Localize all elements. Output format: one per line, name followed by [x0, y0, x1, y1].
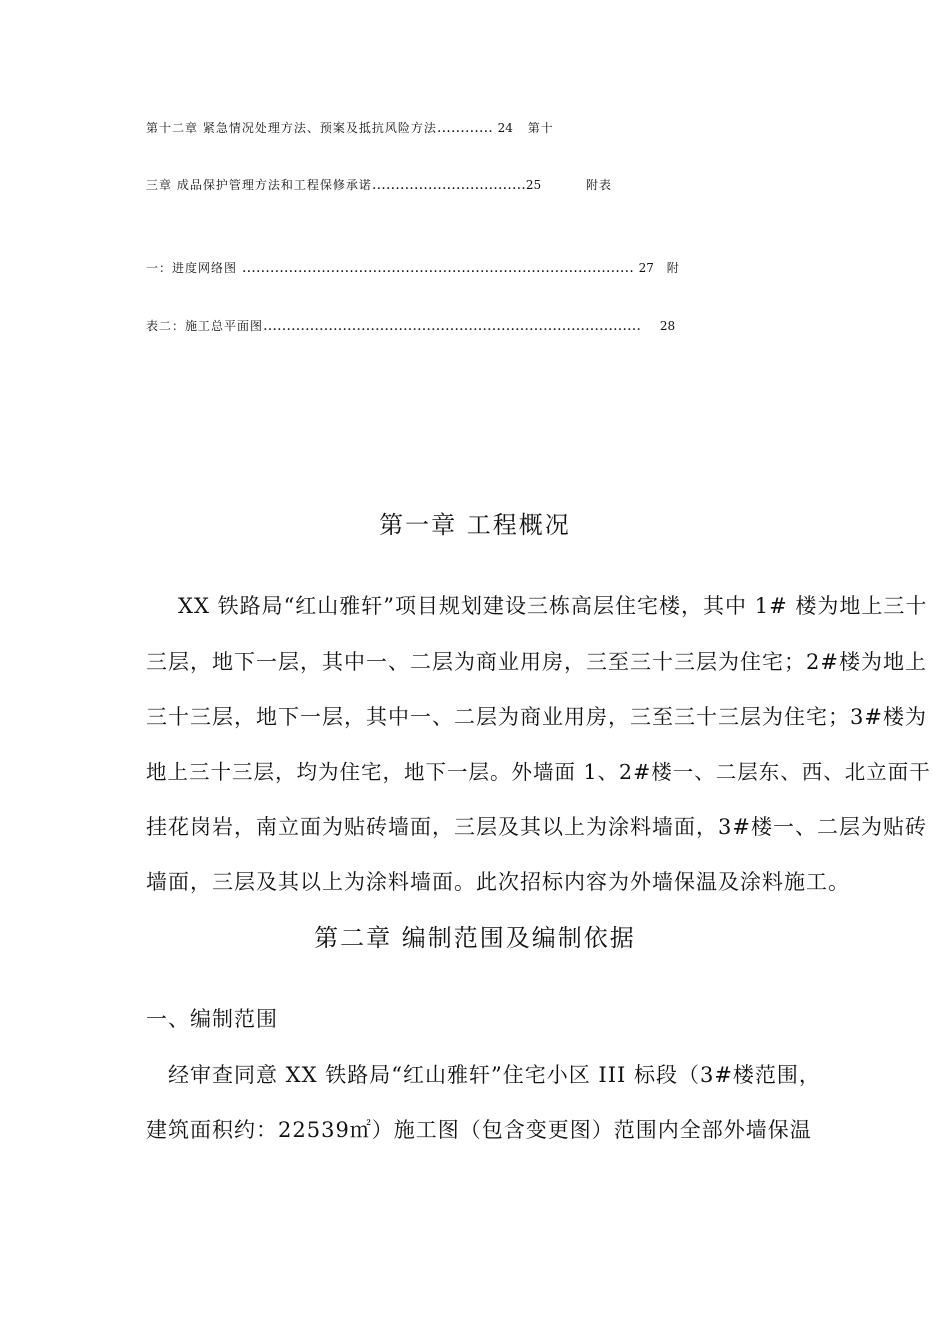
chapter-1-paragraph-line: 三层，地下一层，其中一、二层为商业用房，三至三十三层为住宅；2#楼为地上	[146, 650, 927, 674]
toc-leader-dots: …………………………………………………………………………	[241, 260, 634, 276]
toc-line-2	[146, 170, 946, 200]
toc-line-4	[146, 311, 946, 341]
section-paragraph-line: 建筑面积约：22539㎡）施工图（包含变更图）范围内全部外墙保温	[146, 1118, 812, 1142]
toc-leader-dots: ……………………………	[371, 177, 526, 193]
toc-line-3	[146, 253, 946, 283]
chapter-1-title: 第一章 工程概况	[379, 511, 571, 539]
section-heading: 一、编制范围	[146, 1007, 278, 1031]
toc-entry-continuation: 第十	[527, 121, 554, 135]
chapter-1-paragraph-line: 三十三层，地下一层，其中一、二层为商业用房，三至三十三层为住宅；3#楼为	[146, 705, 927, 729]
toc-page-number: 27	[638, 261, 654, 275]
toc-page-number: 24	[497, 121, 513, 135]
chapter-2-title: 第二章 编制范围及编制依据	[314, 924, 636, 952]
toc-entry-text: 三章 成品保护管理方法和工程保修承诺	[146, 178, 372, 192]
chapter-1-paragraph-line: XX 铁路局“红山雅轩”项目规划建设三栋高层住宅楼，其中 1# 楼为地上三十	[178, 594, 928, 618]
toc-entry-text: 表二：施工总平面图	[146, 319, 264, 333]
chapter-1-paragraph-line: 墙面，三层及其以上为涂料墙面。此次招标内容为外墙保温及涂料施工。	[146, 870, 850, 894]
toc-entry-continuation: 附	[666, 261, 680, 275]
toc-leader-dots: ………………………………………………………………………	[263, 318, 642, 334]
section-paragraph-line: 经审查同意 XX 铁路局“红山雅轩”住宅小区 III 标段（3#楼范围，	[168, 1063, 821, 1087]
toc-entry-text: 第十二章 紧急情况处理方法、预案及抵抗风险方法	[146, 121, 437, 135]
toc-page-number: 28	[659, 319, 676, 333]
toc-entry-continuation: 附表	[585, 178, 612, 192]
toc-entry-text: 一：进度网络图	[146, 261, 238, 275]
toc-leader-dots: …………	[436, 120, 493, 136]
toc-page-number: 25	[525, 178, 542, 192]
toc-line-1	[146, 113, 946, 143]
chapter-1-paragraph-line: 地上三十三层，均为住宅，地下一层。外墙面 1、2#楼一、二层东、西、北立面干	[146, 760, 931, 784]
chapter-1-paragraph-line: 挂花岗岩，南立面为贴砖墙面，三层及其以上为涂料墙面，3#楼一、二层为贴砖	[146, 815, 927, 839]
